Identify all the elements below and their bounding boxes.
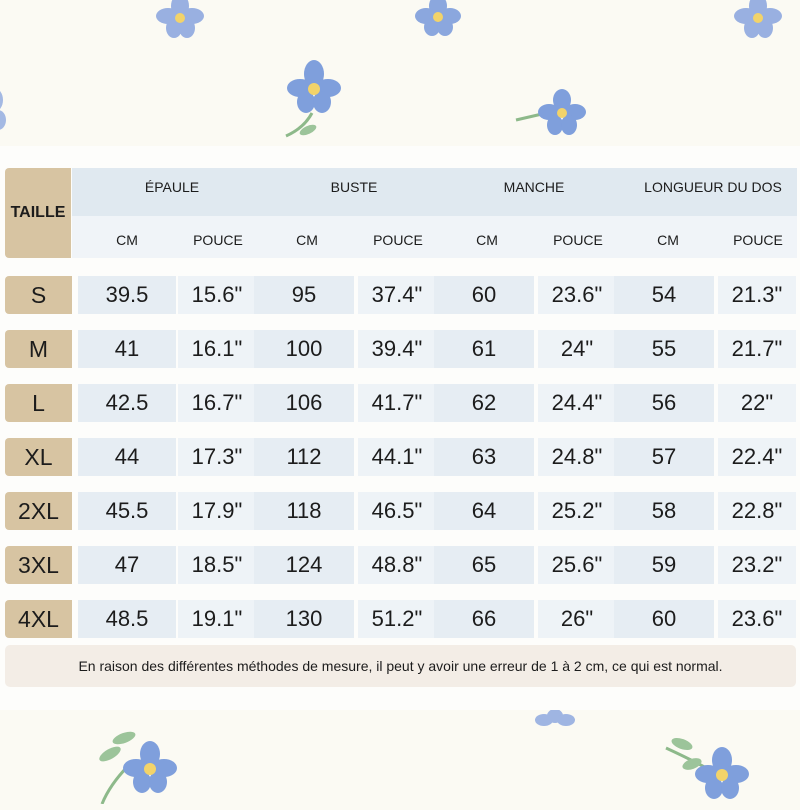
measurement-value: 16.7" [178, 384, 256, 422]
measurement-value: 42.5 [78, 384, 176, 422]
measurement-value: 23.6" [538, 276, 616, 314]
unit-header-inch: POUCE [733, 232, 783, 248]
measurement-value: 22" [718, 384, 796, 422]
unit-header-inch: POUCE [373, 232, 423, 248]
measurement-value: 59 [614, 546, 714, 584]
measurement-value: 24.8" [538, 438, 616, 476]
measurement-value: 16.1" [178, 330, 256, 368]
measurement-value: 118 [254, 492, 354, 530]
measurement-value: 21.7" [718, 330, 796, 368]
measurement-value: 44 [78, 438, 176, 476]
measurement-value: 47 [78, 546, 176, 584]
measurement-value: 44.1" [358, 438, 436, 476]
unit-header-inch: POUCE [193, 232, 243, 248]
group-header-sleeve: MANCHE [503, 179, 565, 195]
measurement-value: 37.4" [358, 276, 436, 314]
size-label: 4XL [5, 600, 72, 638]
unit-header-cm: CM [116, 232, 138, 248]
measurement-value: 41 [78, 330, 176, 368]
measurement-value: 17.9" [178, 492, 256, 530]
size-label: 3XL [5, 546, 72, 584]
measurement-value: 17.3" [178, 438, 256, 476]
unit-header-cm: CM [476, 232, 498, 248]
measurement-value: 64 [434, 492, 534, 530]
measurement-value: 130 [254, 600, 354, 638]
measurement-value: 63 [434, 438, 534, 476]
measurement-value: 23.2" [718, 546, 796, 584]
measurement-value: 48.5 [78, 600, 176, 638]
flower-decoration [80, 724, 190, 809]
measurement-value: 112 [254, 438, 354, 476]
measurement-value: 19.1" [178, 600, 256, 638]
measurement-value: 66 [434, 600, 534, 638]
measurement-value: 22.4" [718, 438, 796, 476]
measurement-note: En raison des différentes méthodes de mesure, il peut y avoir une erreur de 1 à 2 cm, ce qui est normal. [5, 645, 796, 687]
size-label: XL [5, 438, 72, 476]
measurement-value: 124 [254, 546, 354, 584]
measurement-value: 106 [254, 384, 354, 422]
measurement-value: 54 [614, 276, 714, 314]
flower-decoration [408, 0, 468, 44]
size-label: M [5, 330, 72, 368]
measurement-value: 26" [538, 600, 616, 638]
size-label: L [5, 384, 72, 422]
measurement-value: 55 [614, 330, 714, 368]
measurement-value: 39.4" [358, 330, 436, 368]
measurement-value: 61 [434, 330, 534, 368]
measurement-value: 60 [434, 276, 534, 314]
group-header-back-length: LONGUEUR DU DOS [644, 179, 782, 195]
flower-decoration [150, 0, 210, 47]
measurement-value: 46.5" [358, 492, 436, 530]
measurement-value: 23.6" [718, 600, 796, 638]
measurement-value: 25.6" [538, 546, 616, 584]
measurement-value: 65 [434, 546, 534, 584]
measurement-value: 48.8" [358, 546, 436, 584]
flower-decoration [278, 58, 348, 148]
measurement-value: 15.6" [178, 276, 256, 314]
unit-header-inch: POUCE [553, 232, 603, 248]
measurement-value: 57 [614, 438, 714, 476]
measurement-value: 60 [614, 600, 714, 638]
unit-header-cm: CM [657, 232, 679, 248]
measurement-value: 100 [254, 330, 354, 368]
measurement-value: 24.4" [538, 384, 616, 422]
flower-decoration [0, 86, 16, 141]
measurement-value: 21.3" [718, 276, 796, 314]
measurement-value: 58 [614, 492, 714, 530]
measurement-value: 39.5 [78, 276, 176, 314]
measurement-value: 56 [614, 384, 714, 422]
flower-decoration [728, 0, 788, 47]
flower-decoration [652, 730, 762, 810]
group-header-bust: BUSTE [330, 179, 378, 195]
measurement-value: 25.2" [538, 492, 616, 530]
group-header-shoulder: ÉPAULE [144, 179, 200, 195]
size-label: S [5, 276, 72, 314]
measurement-value: 22.8" [718, 492, 796, 530]
measurement-value: 18.5" [178, 546, 256, 584]
measurement-value: 41.7" [358, 384, 436, 422]
unit-header-cm: CM [296, 232, 318, 248]
measurement-value: 24" [538, 330, 616, 368]
measurement-value: 51.2" [358, 600, 436, 638]
flower-decoration [512, 88, 592, 148]
measurement-value: 45.5 [78, 492, 176, 530]
size-column-header: TAILLE [5, 168, 71, 258]
measurement-value: 95 [254, 276, 354, 314]
measurement-value: 62 [434, 384, 534, 422]
size-label: 2XL [5, 492, 72, 530]
flower-decoration [530, 708, 580, 735]
